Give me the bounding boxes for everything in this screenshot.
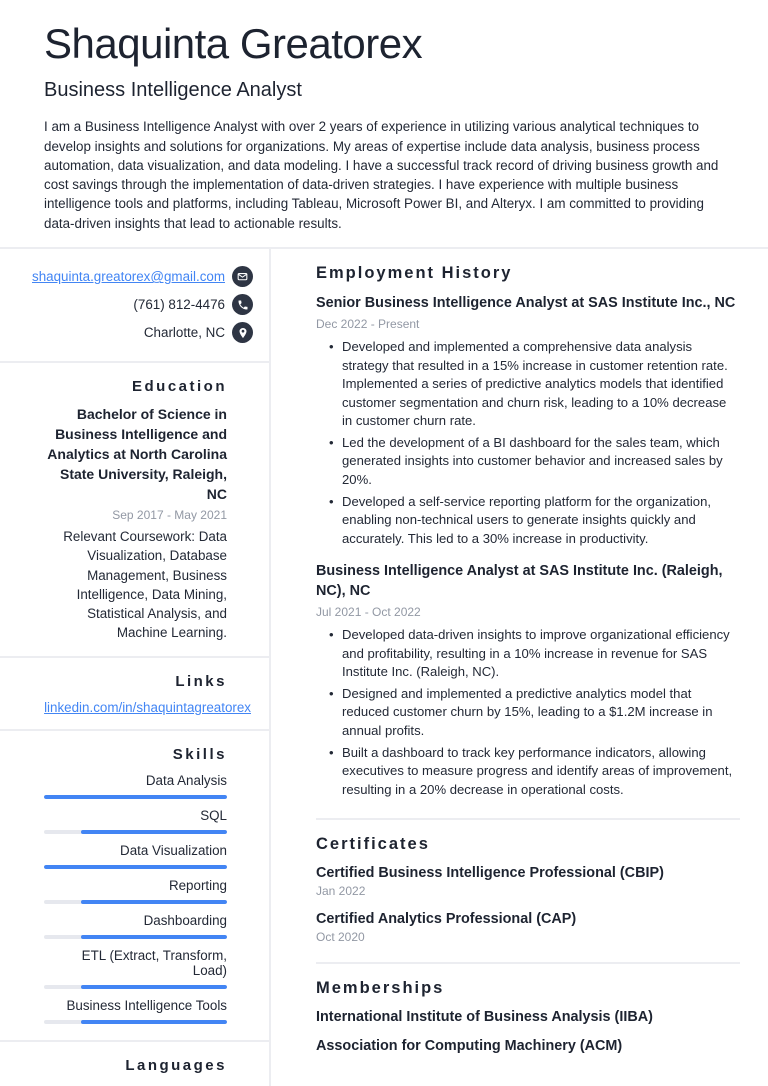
skill-item	[44, 773, 227, 799]
employment-history-section	[316, 249, 740, 820]
skill-level-track	[44, 830, 227, 834]
email-link[interactable]: shaquinta.greatorex@gmail.com	[32, 269, 225, 285]
contact-email-row	[32, 266, 253, 287]
job-entry	[316, 294, 740, 548]
education-heading: Education	[131, 378, 227, 396]
candidate-job-title: Business Intelligence Analyst	[44, 79, 302, 102]
languages-heading: Languages	[125, 1056, 227, 1074]
certificate-dates: Oct 2020	[316, 930, 365, 945]
links-section	[0, 658, 269, 731]
skill-label: ETL (Extract, Transform, Load)	[81, 947, 227, 978]
skill-item	[44, 843, 227, 869]
sidebar	[0, 249, 271, 1086]
skill-item	[44, 878, 227, 904]
skill-level-track	[44, 865, 227, 869]
certificate-title: Certified Analytics Professional (CAP)	[316, 911, 577, 928]
skill-level-track	[44, 795, 227, 799]
email-icon	[232, 266, 253, 287]
linkedin-link[interactable]: linkedin.com/in/shaquintagreatorex	[44, 699, 251, 715]
skill-level-fill	[81, 935, 227, 939]
skill-label: Dashboarding	[143, 912, 227, 928]
skill-label: Data Visualization	[120, 842, 227, 858]
membership-entry: Association for Computing Machinery (ACM)	[316, 1038, 623, 1055]
skill-label: SQL	[200, 807, 227, 823]
education-dates: Sep 2017 - May 2021	[112, 508, 227, 523]
phone-number: (761) 812-4476	[133, 297, 225, 313]
candidate-name: Shaquinta Greatorex	[44, 20, 423, 67]
phone-icon	[232, 294, 253, 315]
job-bullet-list	[329, 626, 740, 799]
links-heading: Links	[175, 672, 227, 690]
location-text: Charlotte, NC	[143, 325, 225, 341]
memberships-section	[316, 964, 740, 1074]
link-item	[44, 700, 251, 715]
location-pin-icon	[232, 322, 253, 343]
resume-header	[0, 0, 768, 249]
job-bullet: • Developed data-driven insights to improve organizational efficiency and profitability, resulting in a 10% increase in revenue for SAS Institute Inc. (Raleigh, NC).	[329, 626, 740, 682]
professional-summary: I am a Business Intelligence Analyst with over 2 years of experience in utilizing various analytical techniques to develop insights and solutions for organizations. My areas of expertise include data analysis, business process automation, data visualization, and data modeling. I have a successful track record of driving business growth and cost savings through the implementation of data-driven strategies. I have experience with multiple business intelligence tools and platforms, including Tableau, Microsoft Power BI, and Alteryx. I am committed to providing data-driven insights that lead to actionable results.	[44, 119, 719, 231]
languages-section	[0, 1042, 269, 1086]
memberships-heading: Memberships	[316, 979, 445, 998]
skill-label: Business Intelligence Tools	[66, 997, 227, 1013]
job-bullet: • Designed and implemented a predictive analytics model that reduced customer churn by 15%, leading to a $1.2M increase in annual profits.	[329, 685, 740, 741]
job-dates: Dec 2022 - Present	[316, 316, 420, 331]
skill-level-track	[44, 900, 227, 904]
skill-level-fill	[81, 985, 227, 989]
skill-level-fill	[44, 865, 227, 869]
job-bullet: • Built a dashboard to track key performance indicators, allowing executives to measure progress and identify areas of improvement, resulting in a 20% decrease in operational costs.	[329, 744, 740, 800]
contact-phone-row	[44, 294, 253, 315]
resume-body	[0, 249, 768, 1086]
skill-item	[44, 913, 227, 939]
certificate-dates: Jan 2022	[316, 884, 366, 899]
contact-section	[0, 249, 269, 363]
education-section	[0, 363, 269, 658]
job-bullet: • Led the development of a BI dashboard for the sales team, which generated insights into customer behavior and increased sales by 20%.	[329, 434, 740, 490]
skill-level-track	[44, 985, 227, 989]
certificate-entry	[316, 865, 740, 898]
job-dates: Jul 2021 - Oct 2022	[316, 605, 421, 620]
job-title: Senior Business Intelligence Analyst at SAS Institute Inc., NC	[316, 295, 736, 312]
contact-location-row	[44, 322, 253, 343]
skill-level-fill	[44, 795, 227, 799]
skills-heading: Skills	[172, 745, 227, 763]
skill-level-fill	[81, 900, 227, 904]
membership-entry: International Institute of Business Analysis (IIBA)	[316, 1009, 653, 1026]
skill-level-fill	[81, 1020, 227, 1024]
certificate-entry	[316, 911, 740, 944]
skill-level-fill	[81, 830, 227, 834]
skill-label: Data Analysis	[145, 772, 227, 788]
job-bullet: • Developed and implemented a comprehensive data analysis strategy that resulted in a 15% increase in customer retention rate. Implemented a series of predictive analytics models that identified customer segmentation and churn risk, leading to a 10% decrease in customer churn rate.	[329, 338, 740, 431]
job-title: Business Intelligence Analyst at SAS Institute Inc. (Raleigh, NC), NC	[316, 563, 723, 600]
education-degree: Bachelor of Science in Business Intelligence and Analytics at North Carolina State University, Raleigh, NC	[47, 406, 227, 502]
certificates-section	[316, 820, 740, 964]
skill-item	[44, 948, 227, 989]
skill-level-track	[44, 1020, 227, 1024]
certificate-title: Certified Business Intelligence Professional (CBIP)	[316, 865, 664, 882]
skill-level-track	[44, 935, 227, 939]
main-column	[271, 249, 768, 1086]
skill-item	[44, 998, 227, 1024]
job-bullet-list	[329, 338, 740, 548]
skills-section	[0, 731, 269, 1042]
employment-history-heading: Employment History	[316, 264, 513, 283]
education-details: Relevant Coursework: Data Visualization, Database Management, Business Intelligence, Data Mining, Statistical Analysis, and Machine Learning.	[63, 529, 227, 640]
skill-item	[44, 808, 227, 834]
job-entry	[316, 562, 740, 799]
skill-label: Reporting	[168, 877, 227, 893]
certificates-heading: Certificates	[316, 835, 430, 854]
job-bullet: • Developed a self-service reporting platform for the organization, enabling non-technical users to generate insights quickly and accurately. This led to a 30% increase in productivity.	[329, 493, 740, 549]
